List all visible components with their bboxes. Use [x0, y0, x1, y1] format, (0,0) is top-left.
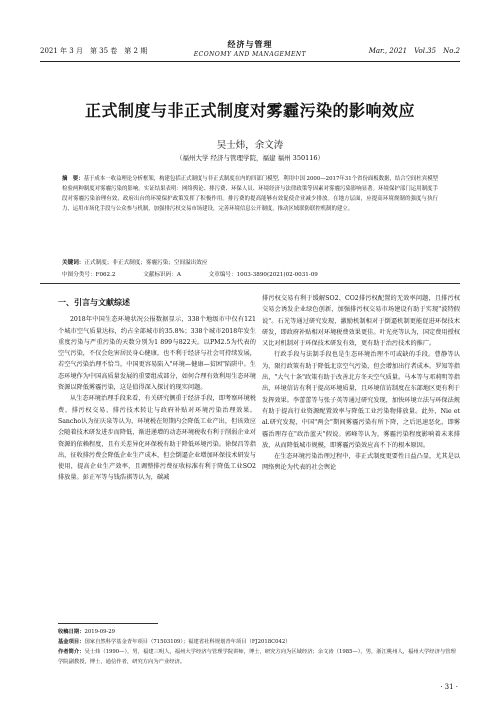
keywords	[62, 258, 438, 266]
keywords-label: 关键词：	[62, 260, 85, 266]
paragraph: 排污权交易有利于缓解SO2、CO2排污权配置的无效率问题，且排污权交易会诱发企业绿色创新，加强排污权交易市场建设有助于实现"波特假说"。石光等通过研究发现，激励机制相对于倒逼机制更能促进环保技术研发，即政府补贴相对环境税费效果更佳。叶光亮等认为，国定费用授权又比对机制对于环保技术研发有效，更有助于治污技术的推广。	[262, 295, 460, 348]
document-code: 文献标识码：A	[143, 272, 181, 278]
footnotes	[58, 627, 460, 667]
right-column	[262, 293, 460, 474]
authors: 吴士炜，余文涛	[216, 140, 284, 151]
abstract-label: 摘 要：	[62, 176, 84, 182]
clc-number: 中图分类号：F062.2	[62, 272, 116, 278]
abstract-rule	[40, 283, 460, 284]
author-label: 作者简介：	[58, 649, 85, 655]
affiliation: （福州大学 经济与管理学院，福建 福州 350116）	[175, 154, 324, 162]
classification-row	[62, 270, 438, 278]
running-header	[40, 38, 460, 60]
paragraph: 在生态环境污染治理过程中，非正式制度更要性日益凸显，尤其是以网络舆论为代表的社会舆论	[262, 453, 460, 472]
paragraph: 行政手段与法制手段也是生态环境治理不可或缺的手段。曹静等认为，限行政策有助于降低北京空气污染，但会增加出行者成本。罗知等指出，"大气十条"政策有助于改善北方冬天空气质量。马本等与邓莉明等指出，环境信访有利于提高环境质量，且环境信访制度在东部地区更有利于发挥效果。李蕾蕾等与张子英等通过研究发现，加快环境立法与环保法规有助于提高行业资源配置效率与降低工业污染物排放量。此外，Nie et al.研究发现，中国"两会"期间雾霾污染有所下降，之后迅速恶化，即雾霾治理存在"政治蓝天"假说。郭峰等认为，雾霾污染程度影响着未来排放，从而降低城市规模，即雾霾污染效应高不下的根本原因。	[262, 351, 460, 449]
author-value: 吴士炜（1990—），男，福建三明人，福州大学经济与管理学院讲师，博士，研究方向为区域经济；余文涛（1985—），男，浙江桃州人，福州大学经济与管理学院副教授，博士，通信作者，研究方向为产业经济。	[58, 649, 456, 665]
fund-info	[58, 637, 460, 647]
journal-name-cn: 经济与管理	[227, 39, 273, 49]
paper-title: 正式制度与非正式制度对雾霾污染的影响效应	[84, 101, 415, 120]
section-heading: 一、引言与文献综述	[58, 298, 130, 307]
issue-info: 2021 年 3 月 第 35 卷 第 2 期	[40, 47, 148, 55]
author-bio	[58, 647, 460, 667]
keywords-text: 正式制度；非正式制度；雾霾污染；空间溢出效应	[84, 260, 208, 266]
paragraph: 2018年中国生态环境状况公报数据显示，338个地级市中仅有121个城市空气质量达标，约占全部城市的35.8%；338个城市2018年发生重度污染与严重污染的天数分别为1 899与822天。以PM2.5为代表的空气污染，不仅会危害居民身心健康，也不利于经济与社会可持续发展，若空气污染治理不恰当，中国更容易陷入"环境—健康—贫困"陷阱中。生态环境作为中国高质量发展的重要组成部分，如何合理有效利用生态环境资源以降低雾霾污染，这是值得深入探讨的现实问题。	[58, 316, 256, 392]
left-column	[58, 293, 256, 484]
received-label: 收稿日期：	[58, 629, 85, 635]
paragraph: 从生态环境治理手段来看，有关研究侧重于经济手段，即考察环境税费、排污权交易、排污技术转让与政府补贴对环境污染治理效果。Sancho认为征庆泉等认为，环境税在短期内会降低工业产出，但该效应会随着技术研发进步而降低，渐进递增的动态环境税收有利于削弱企业对资源的依赖程度，且有关差异化环保税有助于降低环境污染。徐保昌等指出，征收排污费会降低企业生产成本，但会倒逼企业增加环保技术研发与使用，提高企业生产效率，且调整排污费征收标准有利于降低工业SO2排放量。彭正军等与钱浩祺等认为，碳减	[58, 395, 256, 482]
footnote-rule	[58, 623, 158, 624]
article-id: 文章编号：1003-3890(2021)02-0031-09	[208, 272, 318, 278]
abstract-text: 基于成本一收益理论分析框架，构建包括正式制度与非正式制度在内的四部门模型，利用中国 2000—2017年31个省份面板数据，结合空间杜宾模型检验两种制度对雾霾污染的影响。实证结果表明：网络舆论、排污费、环保人员、环境经济与法律政策等因素对雾霾污染影响显著。环境保护部门运用制度手段对雾霾污染治理有效，政府出台的环境保护政策发挥了积极作用。排污费的提高能够有效促使企业减少排放。在地方层面，应提高环境规制的强度与执行力，运用市场化手段与公众参与机制，加强排污权交易市场建设，完善环境信息公开制度，推动区域联防联控机制的建立。	[62, 176, 438, 212]
journal-name-en: ECONOMY AND MANAGEMENT	[193, 51, 307, 58]
abstract	[62, 174, 438, 214]
header-rule	[40, 61, 460, 62]
received-date	[58, 627, 460, 637]
issue-info-en: Mar., 2021 Vol.35 No.2	[368, 47, 460, 55]
page-number: · 31 ·	[440, 683, 458, 691]
received-value: 2019-09-29	[84, 629, 116, 635]
fund-label: 基金项目：	[58, 639, 85, 645]
fund-value: 国家自然科学基金青年项目（71503109）；福建省社科规划青年项目（FJ2018C042）	[84, 639, 291, 645]
